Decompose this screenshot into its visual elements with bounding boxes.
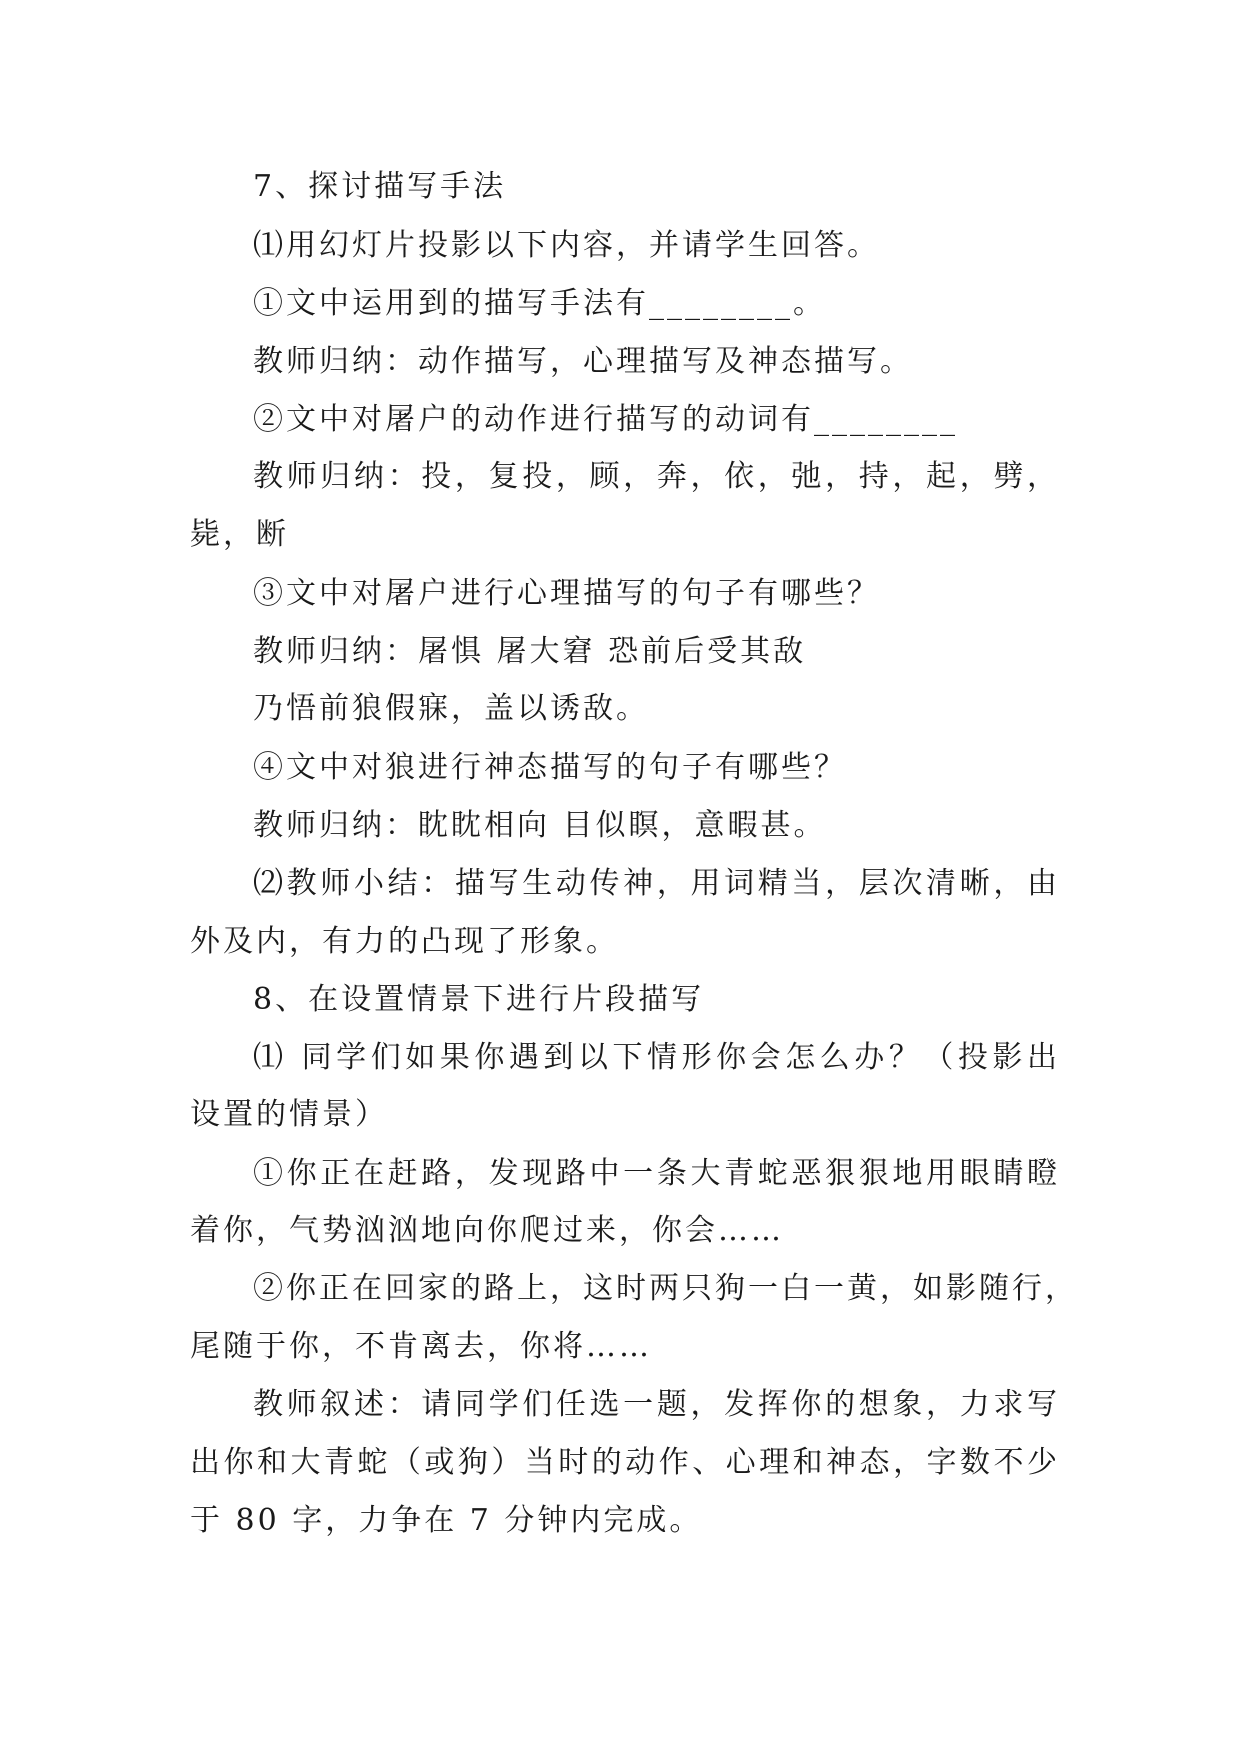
answer-line: 乃悟前狼假寐，盖以诱敌。 xyxy=(253,691,649,726)
question-line: ①文中运用到的描写手法有________。 xyxy=(253,286,826,321)
question-line: ③文中对屠户进行心理描写的句子有哪些？ xyxy=(253,576,880,611)
section-heading-7: 7、探讨描写手法 xyxy=(253,169,507,204)
answer-line: 教师归纳：屠惧 屠大窘 恐前后受其敌 xyxy=(253,634,807,669)
answer-line: 教师归纳：投，复投，顾，奔，依，弛，持，起，劈， xyxy=(253,459,1060,494)
scenario-line: ②你正在回家的路上，这时两只狗一白一黄，如影随行， xyxy=(253,1271,1078,1306)
question-line: ②文中对屠户的动作进行描写的动词有________ xyxy=(253,402,958,437)
scenario-line-continued: 尾随于你，不肯离去，你将…… xyxy=(190,1329,652,1364)
paragraph-line: ⑴ 同学们如果你遇到以下情形你会怎么办？（投影出 xyxy=(253,1040,1060,1075)
paragraph-line-continued: 设置的情景） xyxy=(190,1097,388,1132)
scenario-line: ①你正在赶路，发现路中一条大青蛇恶狠狠地用眼睛瞪 xyxy=(253,1156,1060,1191)
instruction-line-continued: 于 80 字，力争在 7 分钟内完成。 xyxy=(190,1503,703,1538)
answer-line-continued: 毙，断 xyxy=(190,517,289,552)
scenario-line-continued: 着你，气势汹汹地向你爬过来，你会…… xyxy=(190,1213,784,1248)
instruction-line-continued: 出你和大青蛇（或狗）当时的动作、心理和神态，字数不少 xyxy=(190,1445,1060,1480)
question-line: ④文中对狼进行神态描写的句子有哪些？ xyxy=(253,750,847,785)
summary-line: ⑵教师小结：描写生动传神，用词精当，层次清晰，由 xyxy=(253,866,1060,901)
answer-line: 教师归纳：动作描写，心理描写及神态描写。 xyxy=(253,344,913,379)
paragraph-line: ⑴用幻灯片投影以下内容，并请学生回答。 xyxy=(253,228,880,263)
answer-line: 教师归纳：眈眈相向 目似瞑，意暇甚。 xyxy=(253,808,827,843)
summary-line-continued: 外及内，有力的凸现了形象。 xyxy=(190,924,619,959)
section-heading-8: 8、在设置情景下进行片段描写 xyxy=(253,982,705,1017)
instruction-line: 教师叙述：请同学们任选一题，发挥你的想象，力求写 xyxy=(253,1387,1060,1422)
